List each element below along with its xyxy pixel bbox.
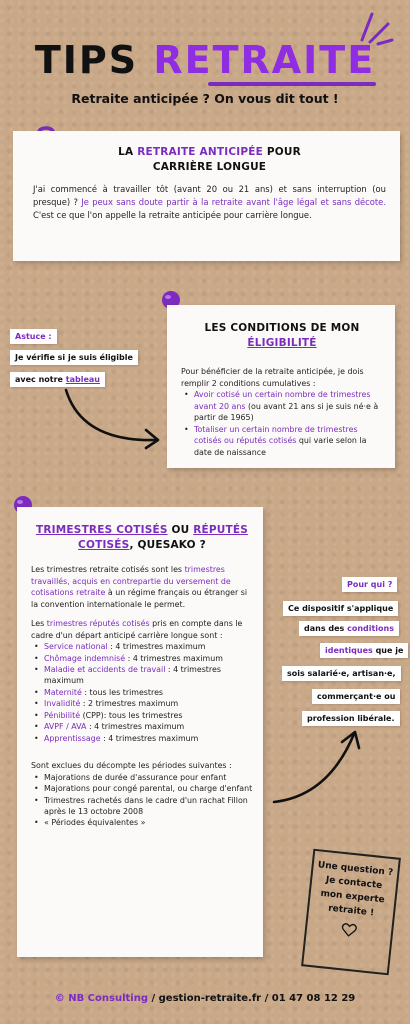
curved-arrow-icon [62, 386, 166, 452]
pourqui-line2: dans des conditions [299, 621, 399, 636]
card2-title: LES CONDITIONS DE MON ÉLIGIBILITÉ [204, 322, 360, 349]
period-item: • Apprentissage : 4 trimestres maximum [31, 733, 253, 744]
question-line3: mon experte [320, 888, 386, 906]
excluded-item: • Majorations de durée d'assurance pour enfant [31, 772, 253, 783]
excluded-item: • « Périodes équivalentes » [31, 817, 253, 828]
card3-title: TRIMESTRES COTISÉS OU RÉPUTÉS COTISÉS, QUESAKO ? [36, 524, 248, 551]
card-retraite-anticipee [13, 131, 400, 261]
excluded-item: • Trimestres rachetés dans le cadre d'un rachat Fillon après le 13 octobre 2008 [31, 795, 253, 818]
card1-title: LA RETRAITE ANTICIPÉE POUR CARRIÈRE LONGUE [118, 146, 301, 173]
footer-phone[interactable]: 01 47 08 12 29 [271, 993, 356, 1004]
astuce-box [10, 324, 57, 344]
period-item: • AVPF / AVA : 4 trimestres maximum [31, 721, 253, 732]
period-item: • Maternité : tous les trimestres [31, 687, 253, 698]
card3-para3: Sont exclues du décompte les périodes suivantes : [31, 761, 232, 771]
pourqui-line6: profession libérale. [302, 711, 400, 726]
pourqui-line1: Ce dispositif s'applique [283, 601, 398, 616]
period-item: • Maladie et accidents de travail : 4 trimestres maximum [31, 664, 253, 687]
card3-para1: Les trimestres retraite cotisés sont les trimestres travaillés, acquis en contrepartie du versement de cotisations retraite à un régime français ou étranger si la convention internationale le permet. [31, 565, 248, 609]
astuce-line1: Je vérifie si je suis éligible [10, 350, 138, 365]
period-item: • Invalidité : 2 trimestres maximum [31, 698, 253, 709]
question-line2: Je contacte [325, 875, 383, 892]
period-item: • Chômage indemnisé : 4 trimestres maximum [31, 653, 253, 664]
tableau-link[interactable]: tableau [65, 375, 100, 384]
period-item: • Pénibilité (CPP): tous les trimestres [31, 710, 253, 721]
card2-intro: Pour bénéficier de la retraite anticipée, je dois remplir 2 conditions cumulatives : [181, 367, 364, 388]
title-accent: RETRAITE [153, 38, 376, 82]
excluded-list [31, 772, 253, 829]
contact-box[interactable] [301, 849, 401, 976]
page-subtitle: Retraite anticipée ? On vous dit tout ! [71, 91, 339, 106]
card2-text [181, 366, 383, 458]
pourqui-line5: commerçant·e ou [312, 689, 400, 704]
condition-1: • Avoir cotisé un certain nombre de trimestres avant 20 ans (ou avant 21 ans si je suis né·e à partir de 1965) [181, 389, 383, 423]
footer-site[interactable]: gestion-retraite.fr [158, 993, 262, 1004]
footer: © NB Consulting / gestion-retraite.fr / 01 47 08 12 29 [54, 993, 356, 1004]
period-item: • Service national : 4 trimestres maximum [31, 641, 253, 652]
pourqui-label: Pour qui ? [342, 577, 397, 592]
astuce-label: Astuce : [10, 329, 57, 344]
card3-text [31, 564, 253, 829]
card-trimestres [17, 507, 263, 957]
excluded-item: • Majorations pour congé parental, ou charge d'enfant [31, 783, 253, 794]
question-line4: retraite ! [327, 903, 375, 919]
card-conditions [167, 305, 395, 468]
pourqui-line4: sois salarié·e, artisan·e, [282, 666, 401, 681]
card1-text: J'ai commencé à travailler tôt (avant 20 ou 21 ans) et sans interruption (ou presque) ? Je peux sans doute partir à la retraite avant l'âge légal et sans décote. C'est ce que l'on appelle la retraite anticipée pour carrière longue. [33, 184, 386, 220]
footer-company: © NB Consulting [54, 993, 148, 1004]
pourqui-line3: identiques que je [320, 643, 408, 658]
astuce-line2: avec notre tableau [10, 372, 105, 387]
curved-arrow-icon [268, 726, 364, 806]
condition-2: • Totaliser un certain nombre de trimestres cotisés ou réputés cotisés qui varie selon la date de naissance [181, 424, 383, 458]
card3-para2: Les trimestres réputés cotisés pris en compte dans le cadre d'un départ anticipé carrière longue sont : [31, 619, 243, 640]
heart-icon [340, 922, 357, 938]
question-line1: Une question ? [317, 860, 394, 879]
page-title: TIPS RETRAITE [34, 38, 376, 82]
periods-list [31, 641, 253, 744]
title-underline [208, 82, 376, 86]
